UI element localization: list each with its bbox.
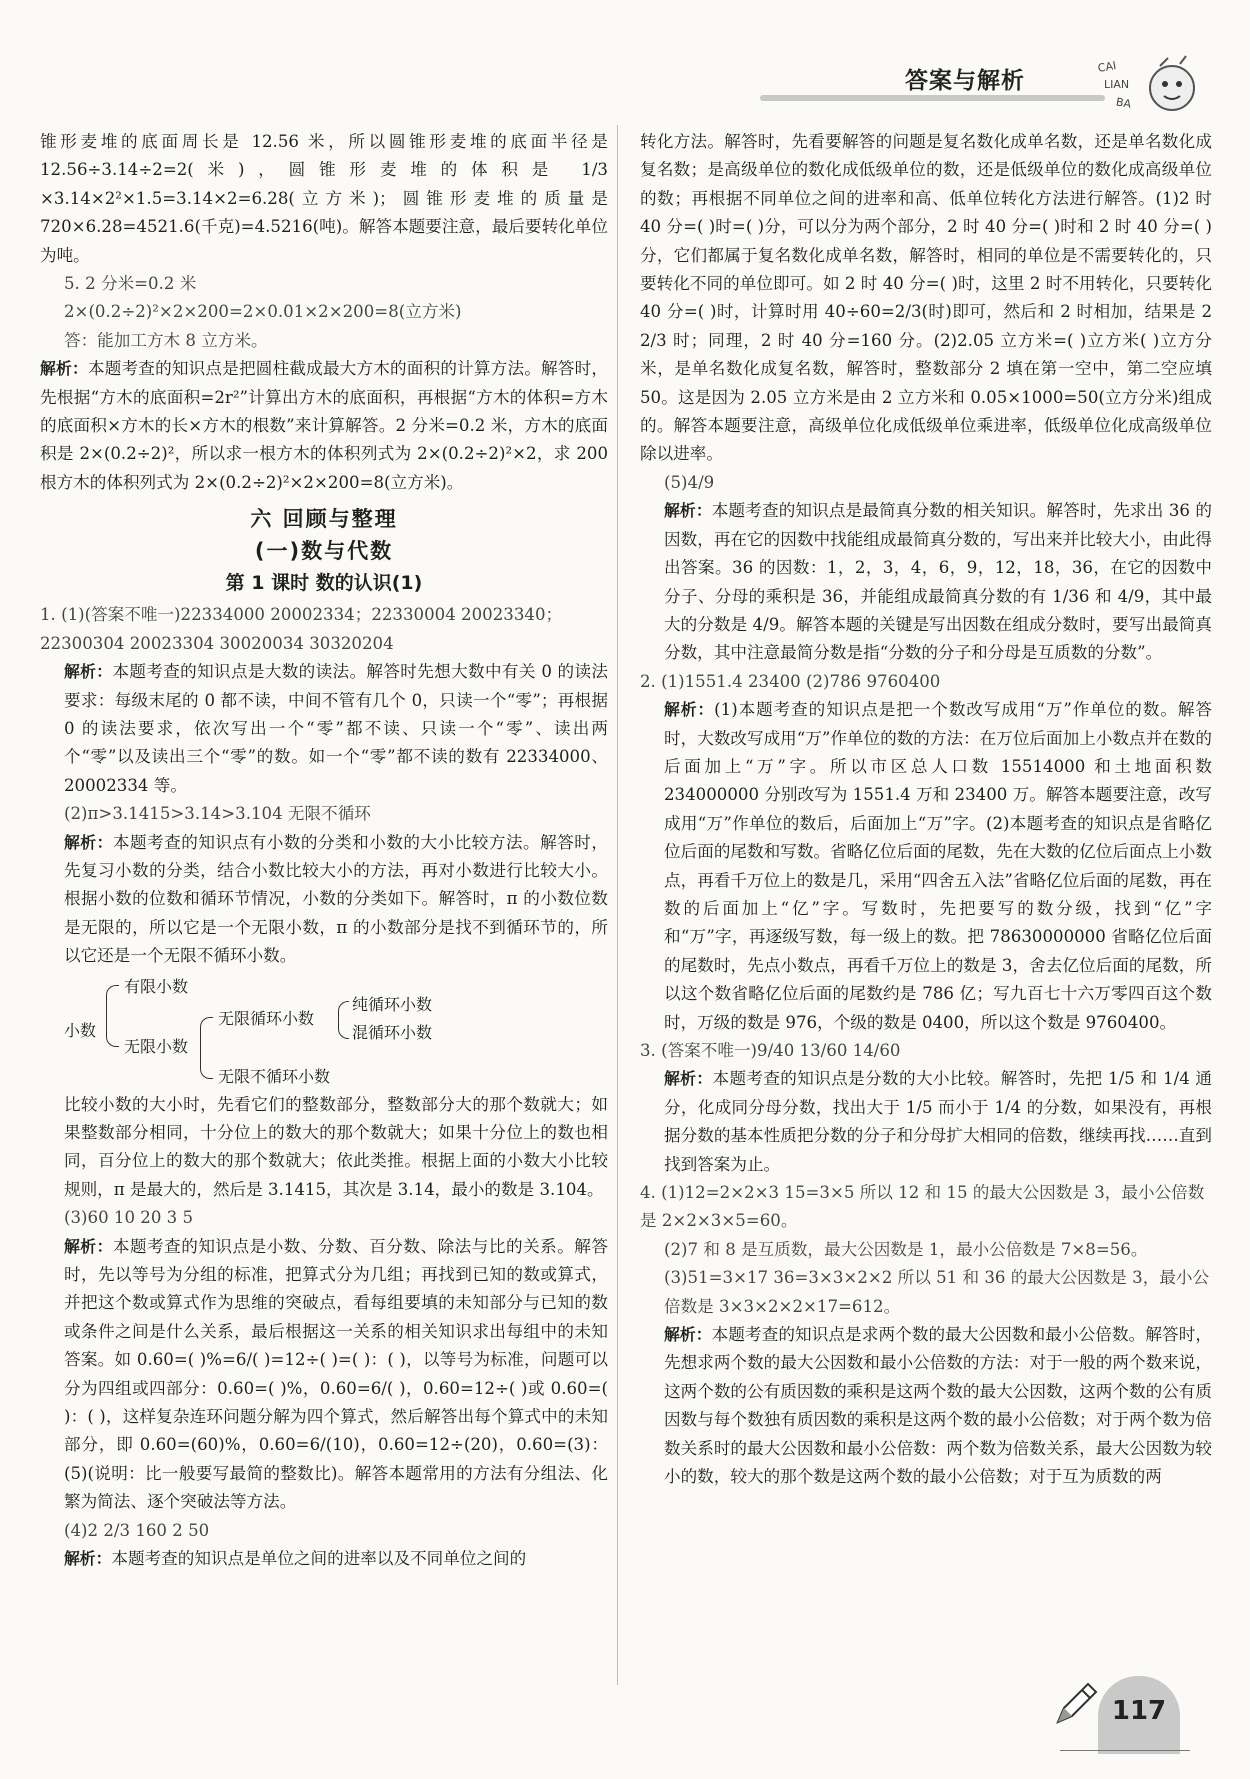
analysis-paragraph xyxy=(40,355,608,497)
footer-rule xyxy=(1060,1750,1190,1751)
analysis-text: 本题考查的知识点是求两个数的最大公因数和最小公倍数。解答时，先想求两个数的最大公因数和最小公倍数的方法：对于一般的两个数来说，这两个数的公有质因数的乘积是这两个数的最大公因数，这两个数的公有质因数与每个数独有质因数的乘积是这两个数的最小公倍数；对于两个数为倍数关系时的最大公因数和最小公倍数：两个数为倍数关系，最大公因数为较小的数，较大的那个数是这两个数的最小公倍数；对于互为质数的两 xyxy=(664,1325,1212,1487)
tree-brace xyxy=(106,985,119,1047)
analysis-paragraph xyxy=(40,1233,608,1517)
analysis-text: 本题考查的知识点是分数的大小比较。解答时，先把 1/5 和 1/4 通分，化成同分母分数，找出大于 1/5 而小于 1/4 的分数，如果没有，再根据分数的基本性质把分数的分子和分母扩大相同的倍数，继续再找……直到找到答案为止。 xyxy=(664,1069,1212,1174)
answer-line: (4)2 2/3 160 2 50 xyxy=(64,1520,210,1540)
analysis-text: 本题考查的知识点是大数的读法。解答时先想大数中有关 0 的读法要求：每级末尾的 0 都不读，中间不管有几个 0，只读一个“零”；再根据 0 的读法要求，依次写出一个“零”都不读、只读一个“零”、读出两个“零”以及读出三个“零”的数。如一个“零”都不读的数有 22334000、20002334 等。 xyxy=(64,662,608,795)
analysis-text: 本题考查的知识点是最简真分数的相关知识。解答时，先求出 36 的因数，再在它的因数中找能组成最简真分数的，写出来并比较大小，由此得出答案。36 的因数：1，2，3，4，6，9，12，18，36，在它的因数中分子、分母的乘积是 36，并能组成最简真分数的有 1/36 和 4/9，其中最大的分数是 4/9。解答本题的关键是写出因数在组成分数时，要写出最简真分数，其中注意最简分数是指“分数的分子和分母是互质数的分数”。 xyxy=(664,501,1212,663)
analysis-label: 解析： xyxy=(40,359,88,379)
answer-line: (5)4/9 xyxy=(664,472,715,492)
column-divider xyxy=(617,125,618,1685)
answer-line: (3)51=3×17 36=3×3×2×2 所以 51 和 36 的最大公因数是 3，最小公倍数是 3×3×2×2×17=612。 xyxy=(664,1268,1210,1316)
answer-line: 2×(0.2÷2)²×2×200=2×0.01×2×200=8(立方米) xyxy=(64,302,462,322)
tree-node: 无限小数 xyxy=(124,1036,189,1056)
analysis-label: 解析： xyxy=(664,1069,713,1089)
svg-text:BA: BA xyxy=(1115,95,1133,111)
analysis-paragraph xyxy=(40,1545,608,1573)
analysis-label: 解析： xyxy=(664,1325,712,1345)
answer-line: 答：能加工方木 8 立方米。 xyxy=(64,330,268,350)
paragraph: 锥形麦堆的底面周长是 12.56 米，所以圆锥形麦堆的底面半径是 12.56÷3.14÷2=2(米)，圆锥形麦堆的体积是 1/3 ×3.14×2²×1.5=3.14×2=6.28(立方米)；圆锥形麦堆的质量是 720×6.28=4521.6(千克)=4.5216(吨)。解答本题要注意，最后要转化单位为吨。 xyxy=(40,132,608,265)
analysis-text: (1)本题考查的知识点是把一个数改写成用“万”作单位的数。解答时，大数改写成用“万”作单位的数的方法：在万位后面加上小数点并在数的后面加上“万”字。所以市区总人口数 15514000 和土地面积数 234000000 分别改写为 1551.4 万和 23400 万。解答本题要注意，改写成用“万”作单位的数后，后面加上“万”字。(2)本题考查的知识点是省略亿位后面的尾数和写数。省略亿位后面的尾数，先在大数的亿位后面点上小数点，再看千万位上的数是几，采用“四舍五入法”省略亿位后面的尾数，再在数的后面加上“亿”字。写数时，先把要写的数分级，找到“亿”字和“万”字，再逐级写数，每一级上的数。把 78630000000 省略亿位后面的尾数时，先点小数点，再看千万位上的数是 3，舍去亿位后面的尾数，所以这个数省略亿位后面的尾数约是 786 亿；写九百七十六万零四百这个数时，万级的数是 976，个级的数是 0400，所以这个数是 9760400。 xyxy=(664,700,1212,1032)
analysis-label: 解析： xyxy=(64,662,113,682)
header-rule xyxy=(760,95,1105,101)
paragraph: 比较小数的大小时，先看它们的整数部分，整数部分大的那个数就大；如果整数部分相同，十分位上的数大的那个数就大；如果十分位上的数也相同，百分位上的数大的那个数就大；依此类推。根据上面的小数大小比较规则，π 是最大的，然后是 3.1415，其次是 3.14，最小的数是 3.104。 xyxy=(64,1094,608,1199)
answer-line: 4. (1)12=2×2×3 15=3×5 所以 12 和 15 的最大公因数是 3，最小公倍数是 2×2×3×5=60。 xyxy=(640,1183,1205,1231)
analysis-label: 解析： xyxy=(64,1236,113,1256)
answer-line: 3. (答案不唯一)9/40 13/60 14/60 xyxy=(640,1041,901,1060)
answer-line: 2. (1)1551.4 23400 (2)786 9760400 xyxy=(640,671,941,691)
tree-node: 无限循环小数 xyxy=(218,1008,315,1028)
analysis-paragraph xyxy=(640,696,1212,1037)
decimal-classification-tree xyxy=(40,973,608,1089)
analysis-paragraph xyxy=(40,658,608,800)
analysis-paragraph xyxy=(640,1065,1212,1179)
tree-brace xyxy=(200,1017,213,1079)
lesson-title: 第 1 课时 数的认识(1) xyxy=(225,572,423,595)
tree-root: 小数 xyxy=(64,1020,97,1040)
answer-line: 5. 2 分米=0.2 米 xyxy=(64,274,197,294)
analysis-label: 解析： xyxy=(664,700,715,720)
analysis-label: 解析： xyxy=(664,501,712,521)
page-number: 117 xyxy=(1098,1676,1180,1754)
header-title: 答案与解析 xyxy=(905,68,1025,94)
answer-line: (2)7 和 8 是互质数，最大公因数是 1，最小公倍数是 7×8=56。 xyxy=(664,1239,1148,1259)
analysis-text: 本题考查的知识点是把圆柱截成最大方木的面积的计算方法。解答时，先根据“方木的底面积=2r²”计算出方木的底面积，再根据“方木的体积=方木的底面积×方木的长×方木的根数”来计算解答。2 分米=0.2 米，方木的底面积是 2×(0.2÷2)²，所以求一根方木的体积列式为 2×(0.2÷2)²×2，求 200 根方木的体积列式为 2×(0.2÷2)²×2×200=8(立方米)。 xyxy=(40,359,608,492)
paragraph: 转化方法。解答时，先看要解答的问题是复名数化成单名数，还是单名数化成复名数；是高级单位的数化成低级单位的数，还是低级单位的数化成高级单位的数；再根据不同单位之间的进率和高、低单位转化方法进行解答。(1)2 时 40 分=( )时=( )分，可以分为两个部分，2 时 40 分=( )时和 2 时 40 分=( )分，它们都属于复名数化成单名数，解答时，相同的单位是不需要转化的，只要转化不同的单位即可。如 2 时 40 分=( )时，这里 2 时不用转化，只要转化 40 分=( )时，计算时用 40÷60=2/3(时)即可，然后和 2 时相加，结果是 2 2/3 时；同理，2 时 40 分=160 分。(2)2.05 立方米=( )立方米( )立方分米，是单名数化成复名数，解答时，整数部分 2 填在第一空中，第二空应填 50。这是因为 2.05 立方米是由 2 立方米和 0.05×1000=50(立方分米)组成的。解答本题要注意，高级单位化成低级单位乘进率，低级单位化成高级单位除以进率。 xyxy=(640,132,1212,464)
analysis-label: 解析： xyxy=(64,1549,112,1569)
analysis-paragraph xyxy=(640,497,1212,667)
answer-line: (2)π>3.1415>3.14>3.104 无限不循环 xyxy=(64,804,371,824)
tree-node: 混循环小数 xyxy=(352,1022,433,1042)
analysis-label: 解析： xyxy=(64,832,113,852)
pencil-icon xyxy=(1050,1680,1100,1730)
analysis-paragraph xyxy=(640,1321,1212,1491)
analysis-text: 本题考查的知识点是小数、分数、百分数、除法与比的关系。解答时，先以等号为分组的标准，把算式分为几组；再找到已知的数或算式，并把这个数或算式作为思维的突破点，看每组要填的未知部分与已知的数或条件之间是什么关系，最后根据这一关系的相关知识求出每组中的未知答案。如 0.60=( )%=6/( )=12÷( )=( )：( )，以等号为标准，问题可以分为四组或四部分：0.60=( )%，0.60=6/( )，0.60=12÷( )或 0.60=( )：( )，这样复杂连环问题分解为四个算式，然后解答出每个算式中的未知部分，即 0.60=(60)%，0.60=6/(10)，0.60=12÷(20)，0.60=(3)：(5)(说明：比一般要写最简的整数比)。解答本题常用的方法有分组法、化繁为简法、逐个突破法等方法。 xyxy=(64,1236,608,1512)
tree-node: 纯循环小数 xyxy=(352,994,433,1014)
svg-text:CAI: CAI xyxy=(1096,59,1118,76)
answer-line: 1. (1)(答案不唯一)22334000 20002334；22330004 20023340；22300304 20023304 30020034 30320204 xyxy=(40,605,563,653)
analysis-paragraph xyxy=(40,829,608,971)
mascot-logo-icon xyxy=(1090,48,1210,128)
tree-node: 无限不循环小数 xyxy=(218,1066,331,1086)
section-title: 六 回顾与整理 xyxy=(250,507,398,532)
tree-brace xyxy=(338,1001,349,1039)
section-subtitle: (一)数与代数 xyxy=(254,539,394,564)
analysis-text: 本题考查的知识点有小数的分类和小数的大小比较方法。解答时，先复习小数的分类，结合小数比较大小的方法，再对小数进行比较大小。根据小数的位数和循环节情况，小数的分类如下。解答时，π 的小数位数是无限的，所以它是一个无限小数，π 的小数部分是找不到循环节的，所以它还是一个无限不循环小数。 xyxy=(64,832,608,966)
answer-line: (3)60 10 20 3 5 xyxy=(64,1208,194,1228)
svg-text:LIAN: LIAN xyxy=(1104,78,1130,91)
right-column xyxy=(640,128,1212,1492)
left-column xyxy=(40,128,608,1573)
tree-node: 有限小数 xyxy=(124,976,189,996)
analysis-text: 本题考查的知识点是单位之间的进率以及不同单位之间的 xyxy=(111,1549,527,1569)
